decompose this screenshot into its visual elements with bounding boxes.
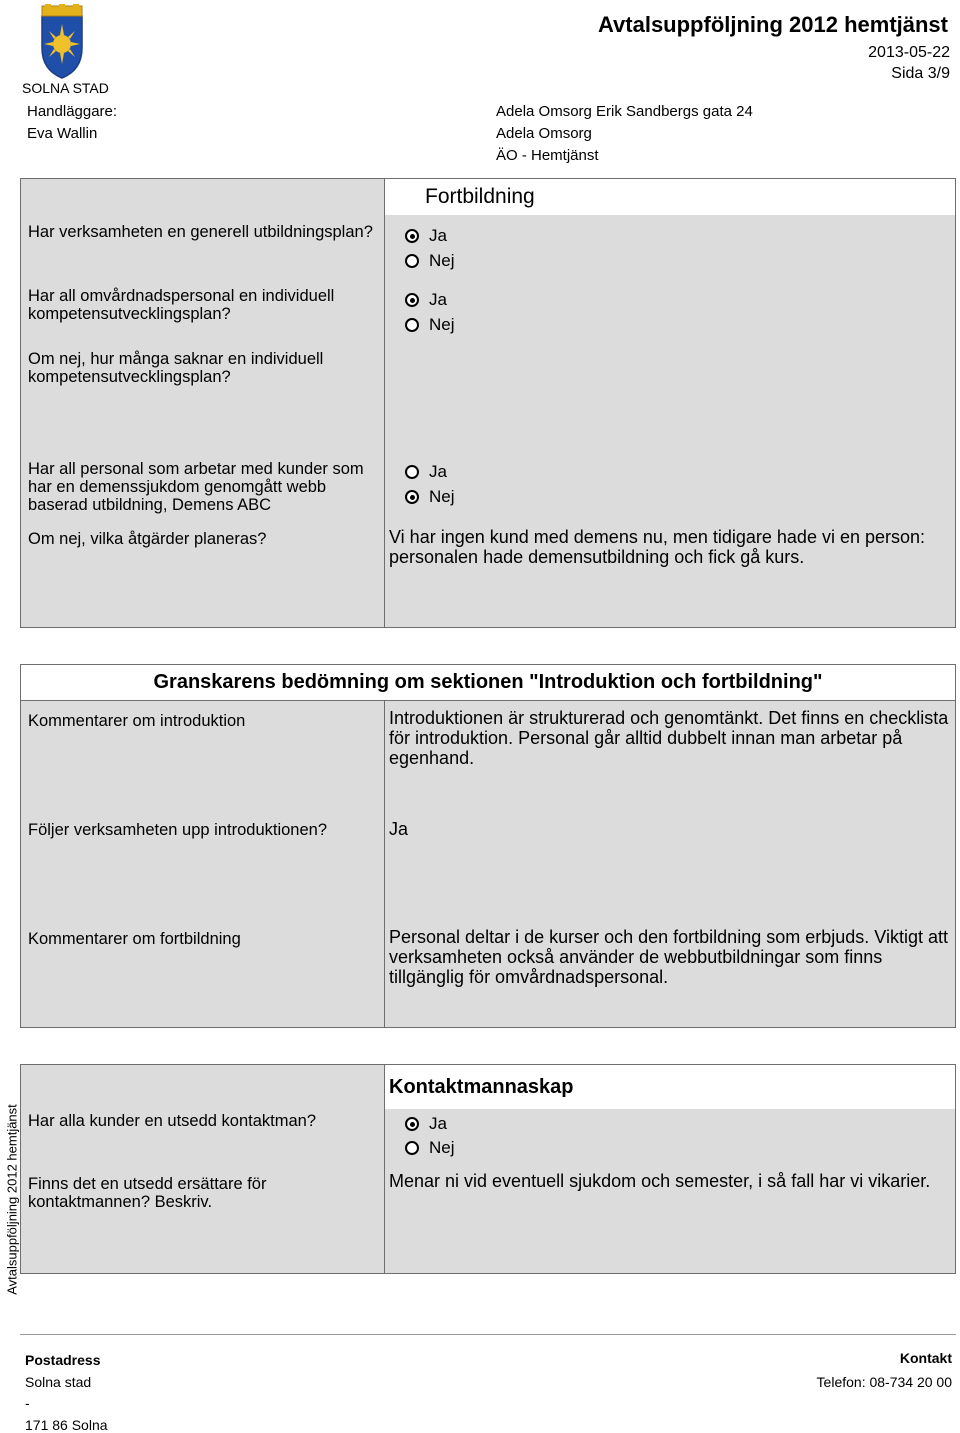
page-number: Sida 3/9 bbox=[891, 65, 950, 82]
answer-foljer-upp: Ja bbox=[389, 819, 409, 839]
address-line-2: Adela Omsorg bbox=[496, 125, 592, 142]
document-date: 2013-05-22 bbox=[868, 44, 950, 61]
question-utbildningsplan: Har verksamheten en generell utbildningsplan? bbox=[28, 223, 373, 241]
radio-unchecked-icon bbox=[405, 465, 419, 479]
footer-postadress-line-2: - bbox=[25, 1395, 30, 1411]
city-name: SOLNA STAD bbox=[22, 80, 109, 96]
footer-postadress-line-3: 171 86 Solna bbox=[25, 1417, 108, 1433]
radio-checked-icon bbox=[405, 229, 419, 243]
answer-atgarder: Vi har ingen kund med demens nu, men tidigare hade vi en person: personalen hade demensutbildning och fick gå kurs. bbox=[389, 527, 926, 567]
section-title: Fortbildning bbox=[385, 179, 955, 215]
section-fortbildning bbox=[20, 178, 956, 628]
address-line-1: Adela Omsorg Erik Sandbergs gata 24 bbox=[496, 103, 753, 120]
question-atgarder: Om nej, vilka åtgärder planeras? bbox=[28, 530, 267, 548]
radio-option-nej[interactable]: Nej bbox=[405, 1137, 455, 1159]
radio-checked-icon bbox=[405, 490, 419, 504]
section-kontaktmannaskap bbox=[20, 1064, 956, 1274]
radio-option-ja[interactable]: Ja bbox=[405, 1113, 447, 1135]
section-granskarens-bedomning bbox=[20, 664, 956, 1028]
answer-ersattare: Menar ni vid eventuell sjukdom och semester, i så fall har vi vikarier. bbox=[389, 1171, 931, 1191]
radio-unchecked-icon bbox=[405, 1141, 419, 1155]
question-demens-abc: Har all personal som arbetar med kunder som har en demenssjukdom genomgått webb baserad utbildning, Demens ABC bbox=[28, 460, 364, 514]
vertical-document-title: Avtalsuppföljning 2012 hemtjänst bbox=[4, 1104, 20, 1295]
radio-option-ja[interactable]: Ja bbox=[405, 461, 447, 483]
question-utsedd-kontaktman: Har alla kunder en utsedd kontaktman? bbox=[28, 1112, 317, 1130]
column-divider bbox=[384, 701, 385, 1027]
radio-option-nej[interactable]: Nej bbox=[405, 250, 455, 272]
document-title: Avtalsuppföljning 2012 hemtjänst bbox=[597, 12, 948, 37]
radio-checked-icon bbox=[405, 1117, 419, 1131]
section-title: Granskarens bedömning om sektionen "Introduktion och fortbildning" bbox=[21, 665, 955, 701]
radio-option-nej[interactable]: Nej bbox=[405, 486, 455, 508]
footer-divider bbox=[20, 1334, 956, 1335]
section-title: Kontaktmannaskap bbox=[385, 1065, 955, 1109]
radio-option-ja[interactable]: Ja bbox=[405, 289, 447, 311]
footer-postadress-line-1: Solna stad bbox=[25, 1374, 92, 1390]
handler-name: Eva Wallin bbox=[27, 125, 98, 142]
question-kommentar-fortbildning: Kommentarer om fortbildning bbox=[28, 930, 241, 948]
radio-option-nej[interactable]: Nej bbox=[405, 314, 455, 336]
question-foljer-upp: Följer verksamheten upp introduktionen? bbox=[28, 821, 328, 839]
column-divider bbox=[384, 179, 385, 627]
footer-postadress-label: Postadress bbox=[25, 1352, 101, 1368]
question-hur-manga-saknar: Om nej, hur många saknar en individuell kompetensutvecklingsplan? bbox=[28, 350, 324, 386]
radio-checked-icon bbox=[405, 293, 419, 307]
footer-kontakt-label: Kontakt bbox=[899, 1350, 952, 1366]
address-line-3: ÄO - Hemtjänst bbox=[496, 147, 599, 164]
footer-telefon: Telefon: 08-734 20 00 bbox=[816, 1374, 952, 1390]
radio-unchecked-icon bbox=[405, 318, 419, 332]
question-kompetensplan: Har all omvårdnadspersonal en individuell kompetensutvecklingsplan? bbox=[28, 287, 335, 323]
handler-label: Handläggare: bbox=[27, 103, 118, 120]
radio-option-ja[interactable]: Ja bbox=[405, 225, 447, 247]
answer-kommentar-introduktion: Introduktionen är strukturerad och genomtänkt. Det finns en checklista för introduktion. Personal går alltid dubbelt innan man arbetar på egenhand. bbox=[389, 708, 949, 768]
answer-kommentar-fortbildning: Personal deltar i de kurser och den fortbildning som erbjuds. Viktigt att verksamheten också använder de webbutbildningar som finns tillgänglig för omvårdnadspersonal. bbox=[389, 927, 948, 987]
radio-unchecked-icon bbox=[405, 254, 419, 268]
solna-crest-logo bbox=[36, 4, 88, 80]
question-ersattare: Finns det en utsedd ersättare för kontaktmannen? Beskriv. bbox=[28, 1175, 267, 1211]
question-kommentar-introduktion: Kommentarer om introduktion bbox=[28, 712, 246, 730]
